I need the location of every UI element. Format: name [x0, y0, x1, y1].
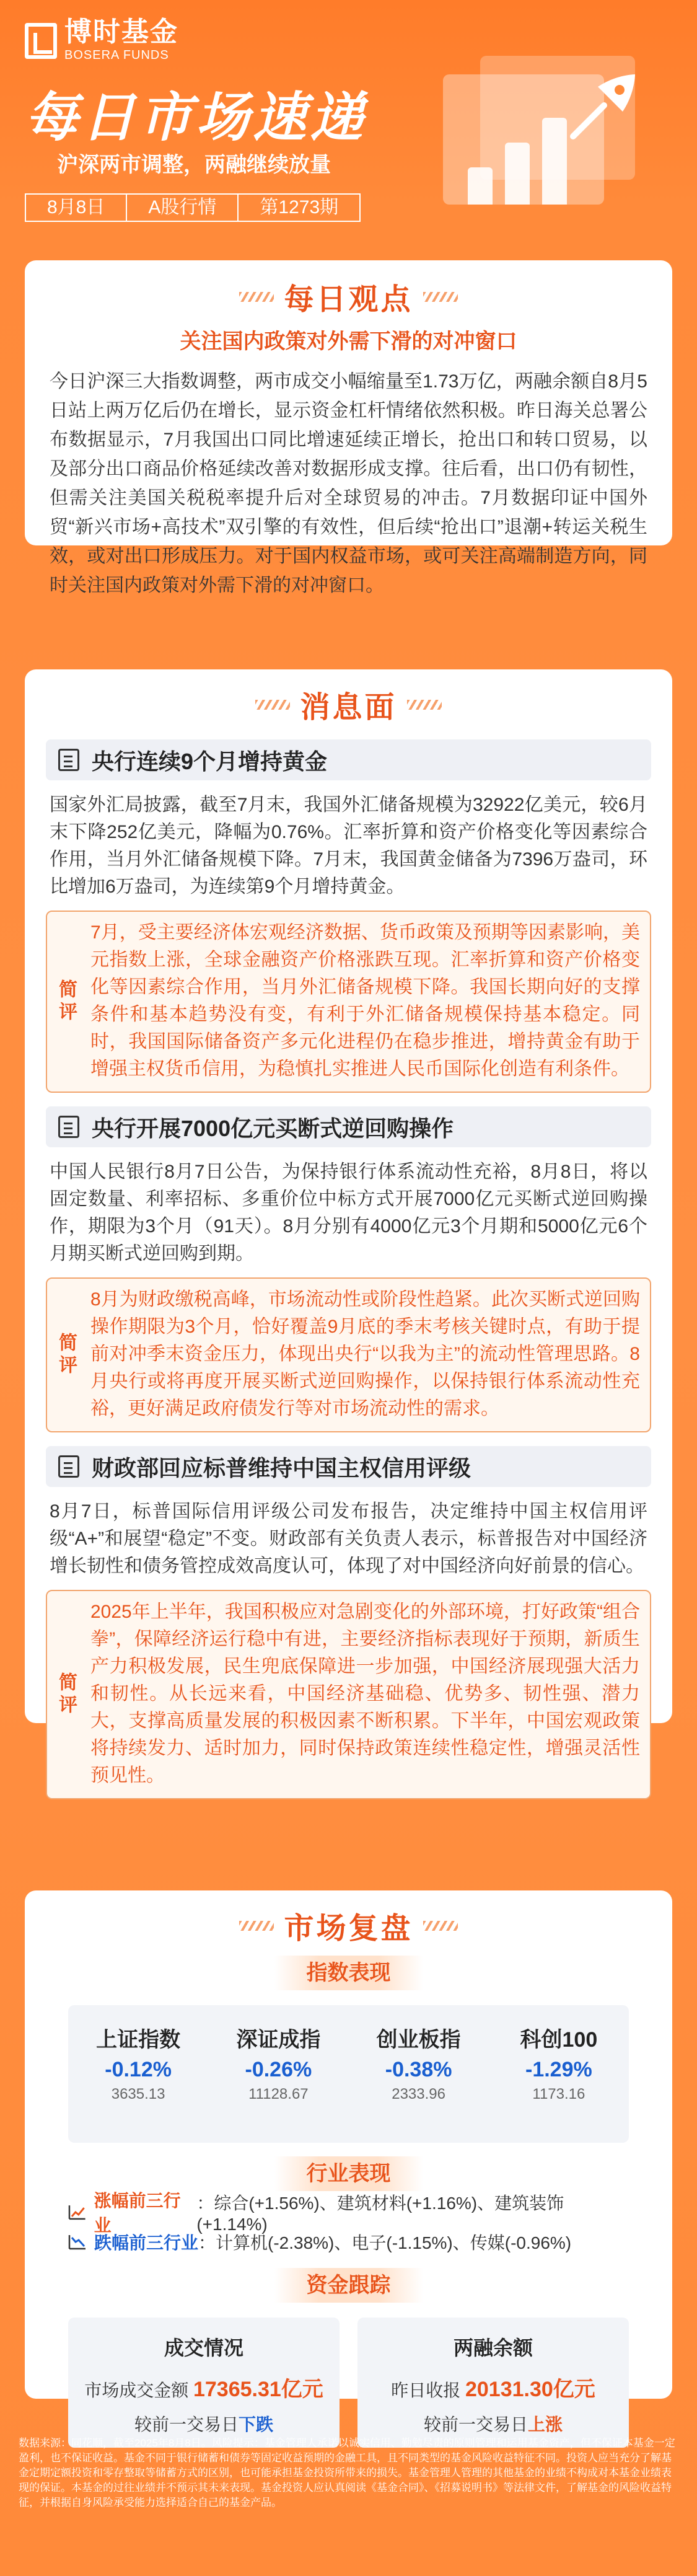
industry-top-label: 涨幅前三行业 — [94, 2191, 181, 2235]
news-item-title: 央行开展7000亿元买断式逆回购操作 — [92, 1115, 454, 1141]
index-value: 2333.96 — [392, 2086, 445, 2102]
header — [0, 0, 697, 236]
margin-amount: 20131.30亿元 — [465, 2378, 595, 2401]
news-item — [25, 1106, 672, 1432]
news-item-header — [46, 1106, 651, 1147]
industry-bottom-label: 跌幅前三行业 — [94, 2233, 199, 2252]
news-comment — [46, 1590, 651, 1799]
turnover-panel — [68, 2318, 340, 2448]
rocket-icon — [561, 62, 647, 149]
index-item — [497, 2022, 621, 2143]
document-icon — [58, 1116, 79, 1138]
news-comment — [46, 911, 651, 1093]
margin-direction: 上涨 — [528, 2415, 563, 2434]
fund-tracking-title: 资金跟踪 — [274, 2268, 423, 2303]
logo-icon — [25, 23, 57, 59]
brand-logo — [25, 19, 178, 63]
news-item-title: 央行连续9个月增持黄金 — [92, 748, 328, 774]
index-value: 11128.67 — [248, 2086, 309, 2102]
turnover-title: 成交情况 — [164, 2337, 243, 2359]
industry-performance-title: 行业表现 — [274, 2156, 423, 2191]
turnover-direction: 下跌 — [239, 2415, 274, 2434]
comment-text: 2025年上半年，我国积极应对急剧变化的外部环境，打好政策“组合拳”，保障经济运行稳中有进，主要经济指标表现好于预期，新质生产力积极发展，民生兜底保障进一步加强，中国经济展现强大活力和韧性。从长远来看，中国经济基础稳、优势多、韧性强、潜力大，支撑高质量发展的积极因素不断积累。下半年，中国宏观政策将持续发力、适时加力，同时保持政策连续性稳定性，增强灵活性预见性。 — [90, 1602, 640, 1786]
market-section-title: 市场复盘 — [25, 1904, 672, 1947]
index-change: -1.29% — [525, 2058, 592, 2081]
news-item-body: 国家外汇局披露，截至7月末，我国外汇储备规模为32922亿美元，较6月末下降252亿美元，降幅为0.76%。汇率折算和资产价格变化等因素综合作用，当月外汇储备规模下降。7月末，我国黄金储备为7396万盎司，环比增加6万盎司，为连续第9个月增持黄金。 — [50, 795, 647, 897]
issue-tag: 第1273期 — [239, 193, 361, 222]
comment-label: 简评 — [56, 1672, 76, 1717]
margin-title: 两融余额 — [453, 2337, 533, 2359]
margin-amount-line: 昨日收报 20131.30亿元 — [391, 2378, 595, 2401]
comment-text: 8月为财政缴税高峰，市场流动性或阶段性趋紧。此次买断式逆回购操作期限为3个月，恰好覆盖9月底的季末考核关键时点，有助于提前对冲季末资金压力，体现出央行“以我为主”的流动性管理思路。8月央行或将再度开展买断式逆回购操作，以保持银行体系流动性充裕，更好满足政府债发行等对市场流动性的需求。 — [90, 1289, 640, 1419]
turnover-amount-line: 市场成交金额 17365.31亿元 — [84, 2378, 323, 2401]
industry-bottom-row — [68, 2227, 629, 2257]
index-panel — [68, 2005, 629, 2143]
market-review-card — [25, 1890, 672, 2434]
index-value: 3635.13 — [111, 2086, 165, 2102]
category-tag: A股行情 — [127, 193, 239, 222]
trend-up-icon — [68, 2204, 87, 2220]
comment-label: 简评 — [56, 979, 76, 1024]
news-item-header — [46, 739, 651, 780]
news-item-header — [46, 1446, 651, 1487]
index-change: -0.12% — [105, 2058, 172, 2081]
date-tag: 8月8日 — [25, 193, 127, 222]
index-name: 创业板指 — [376, 2028, 461, 2052]
news-item-body: 中国人民银行8月7日公告，为保持银行体系流动性充裕，8月8日，将以固定数量、利率招标、多重价位中标方式开展7000亿元买断式逆回购操作，期限为3个月（91天）。8月分别有4000亿元3个月期和5000亿元6个月期买断式逆回购到期。 — [50, 1162, 647, 1264]
comment-text: 7月，受主要经济体宏观经济数据、货币政策及预期等因素影响，美元指数上涨，全球金融资产价格涨跌互现。汇率折算和资产价格变化等因素综合作用，当月外汇储备规模下降。我国长期向好的支撑条件和基本趋势没有变，有利于外汇储备规模保持基本稳定。同时，我国国际储备资产多元化进程仍在稳步推进，增持黄金有助于增强主权货币信用，为稳慎扎实推进人民币国际化创造有利条件。 — [90, 922, 640, 1079]
margin-compare-line: 较前一交易日上涨 — [423, 2415, 563, 2434]
industry-top-row — [68, 2191, 629, 2235]
brand-name-cn: 博时基金 — [64, 17, 178, 47]
news-item-body: 8月7日，标普国际信用评级公司发布报告，决定维持中国主权信用评级“A+”和展望“稳定”不变。财政部有关负责人表示，标普报告对中国经济增长韧性和债务管控成效高度认可，体现了对中国经济向好前景的信心。 — [50, 1501, 647, 1576]
margin-panel — [357, 2318, 629, 2448]
turnover-amount: 17365.31亿元 — [193, 2378, 323, 2401]
daily-view-card — [25, 260, 672, 596]
daily-view-title: 每日观点 — [25, 275, 672, 318]
index-performance-title: 指数表现 — [274, 1956, 423, 1990]
page-title: 每日市场速递 — [25, 88, 367, 148]
index-item — [76, 2022, 200, 2143]
trend-down-icon — [68, 2234, 87, 2250]
index-name: 深证成指 — [236, 2028, 321, 2052]
document-icon — [58, 1455, 79, 1478]
index-value: 1173.16 — [532, 2086, 585, 2102]
index-item — [357, 2022, 481, 2143]
news-item — [25, 1446, 672, 1799]
index-change: -0.38% — [385, 2058, 452, 2081]
news-item-title: 财政部回应标普维持中国主权信用评级 — [92, 1455, 471, 1481]
risk-disclaimer: 数据来源：同花顺，截至2025年8月8日。风险提示：基金管理人承诺以诚实信用、勤勉尽责的原则管理和运用基金资产，但不保证本基金一定盈利，也不保证收益。基金不同于银行储蓄和债券等固定收益预期的金融工具，且不同类型的基金风险收益特征不同。投资人应当充分了解基金定期定额投资和零存整取等储蓄方式的区别，也可能承担基金投资所带来的损失。基金管理人管理的其他基金的业绩不构成对本基金业绩表现的保证。本基金的过往业绩并不预示其未来表现。基金投资人应认真阅读《基金合同》、《招募说明书》等法律文件，了解基金的风险收益特征，并根据自身风险承受能力选择适合自己的基金产品。 — [19, 2437, 675, 2508]
index-name: 上证指数 — [96, 2028, 181, 2052]
fund-panels — [68, 2318, 629, 2448]
daily-view-headline: 关注国内政策对外需下滑的对冲窗口 — [180, 330, 517, 353]
news-section-title: 消息面 — [25, 683, 672, 726]
rocket-chart-illustration — [424, 37, 660, 223]
page-subtitle: 沪深两市调整，两融继续放量 — [57, 153, 331, 177]
issue-tags — [25, 193, 361, 222]
industry-top-text: ：综合(+1.56%)、建筑材料(+1.16%)、建筑装饰(+1.14%) — [196, 2194, 564, 2234]
news-comment — [46, 1277, 651, 1432]
brand-name-en: BOSERA FUNDS — [64, 48, 169, 62]
daily-view-body: 今日沪深三大指数调整，两市成交小幅缩量至1.73万亿，两融余额自8月5日站上两万亿后仍在增长，显示资金杠杆情绪依然积极。昨日海关总署公布数据显示，7月我国出口同比增速延续正增长，抢出口和转口贸易，以及部分出口商品价格延续改善对数据形成支撑。往后看，出口仍有韧性，但需关注美国关税税率提升后对全球贸易的冲击。7月数据印证中国外贸“新兴市场+高技术”双引擎的有效性，但后续“抢出口”退潮+转运关税生效，或对出口形成压力。对于国内权益市场，或可关注高端制造方向，同时关注国内政策对外需下滑的对冲窗口。 — [50, 371, 647, 596]
turnover-compare-line: 较前一交易日下跌 — [134, 2415, 274, 2434]
index-name: 科创100 — [520, 2028, 598, 2052]
document-icon — [58, 749, 79, 771]
index-change: -0.26% — [245, 2058, 312, 2081]
index-item — [216, 2022, 340, 2143]
news-card — [25, 669, 672, 1786]
comment-label: 简评 — [56, 1333, 76, 1377]
industry-bottom-text: ：计算机(-2.38%)、电子(-1.15%)、传媒(-0.96%) — [198, 2233, 572, 2252]
news-item — [25, 739, 672, 1093]
